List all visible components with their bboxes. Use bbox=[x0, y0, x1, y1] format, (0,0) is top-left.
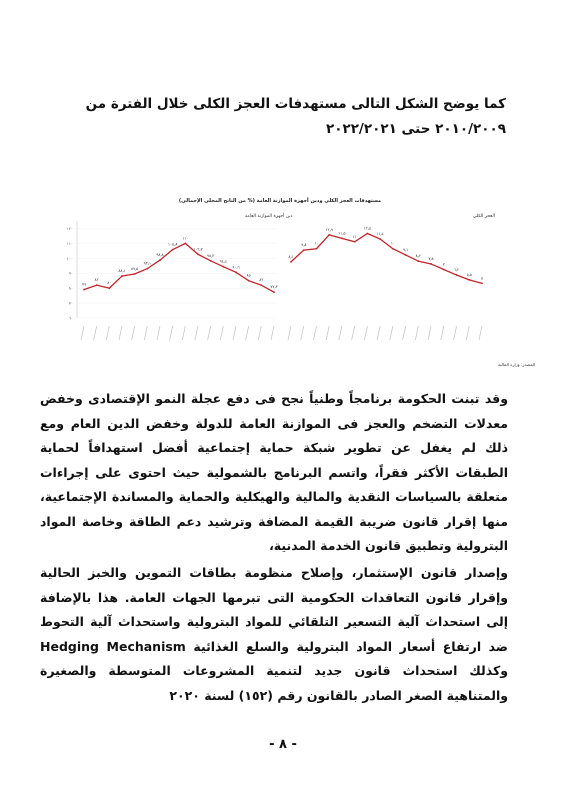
data-label: ٨٨٫١ bbox=[118, 268, 126, 274]
data-point bbox=[328, 234, 330, 236]
x-tick-mark bbox=[428, 326, 431, 340]
data-point bbox=[367, 233, 369, 235]
right-panel-title: العجز الكلي bbox=[473, 214, 495, 219]
x-tick-mark bbox=[288, 326, 291, 340]
data-label: ١٢٫٩ bbox=[325, 226, 333, 232]
y-tick-label: ٩٠ bbox=[68, 270, 73, 276]
x-tick-mark bbox=[157, 326, 160, 340]
data-point bbox=[316, 248, 318, 250]
series-line bbox=[81, 243, 274, 292]
x-tick-mark bbox=[182, 326, 185, 340]
y-tick-label: ٧٠ bbox=[68, 300, 73, 306]
section-heading: كما يوضح الشكل التالى مستهدفات العجز الكلى خلال الفترة من ٢٠١٠/٢٠٠٩ حتى ٢٠٢٢/٢٠٢١ bbox=[85, 96, 506, 137]
data-point bbox=[303, 249, 305, 251]
x-tick-mark bbox=[364, 326, 367, 340]
data-label: ٩٠٫٦ bbox=[232, 264, 240, 270]
data-label: ٩٨٫٨ bbox=[156, 252, 164, 258]
data-label: ٨٢ bbox=[259, 277, 264, 283]
data-point bbox=[248, 280, 250, 282]
data-point bbox=[260, 284, 262, 286]
x-tick-mark bbox=[208, 326, 211, 340]
data-point bbox=[273, 291, 275, 293]
data-point bbox=[222, 266, 224, 268]
data-label: ٨٫٢ bbox=[415, 253, 421, 259]
chart-title: مستهدفات العجز الكلي ودين أجهزة الموازنة العامة (% من الناتج المحلي الإجمالي) bbox=[178, 198, 382, 204]
data-point bbox=[430, 263, 432, 265]
data-label: ٨٫١ bbox=[288, 253, 294, 259]
y-tick-label: ١١٠ bbox=[66, 240, 73, 246]
paragraph-2 bbox=[40, 561, 508, 708]
data-label: ٥ bbox=[480, 275, 484, 281]
x-tick-mark bbox=[313, 326, 316, 340]
data-point bbox=[159, 259, 161, 261]
x-tick-mark bbox=[339, 326, 342, 340]
y-tick-label: ١٠٠ bbox=[66, 255, 73, 261]
chart-svg bbox=[60, 183, 536, 373]
data-point bbox=[468, 279, 470, 281]
x-tick-mark bbox=[119, 326, 122, 340]
y-tick-label: ١٢٠ bbox=[66, 225, 73, 231]
x-tick-mark bbox=[81, 326, 84, 340]
x-tick-mark bbox=[415, 326, 418, 340]
data-label: ١٠ bbox=[390, 240, 395, 246]
data-point bbox=[197, 253, 199, 255]
paragraph-2-part-b: وكذلك استحداث قانون جديد لتنمية المشروعات المتوسطة والصغيرة والمتناهية الصغر الصادر بالقانون رقم (١٥٢) لسنة ٢٠٢٠ bbox=[40, 663, 508, 703]
x-tick-mark bbox=[403, 326, 406, 340]
data-label: ١٠ bbox=[314, 240, 319, 246]
x-tick-mark bbox=[466, 326, 469, 340]
data-point bbox=[481, 282, 483, 284]
data-label: ٧٫٨ bbox=[428, 255, 434, 261]
data-label: ٨٥ bbox=[246, 272, 251, 278]
chart-figure bbox=[60, 183, 536, 373]
x-tick-mark bbox=[441, 326, 444, 340]
paragraph-1: وقد تبنت الحكومة برنامجاً وطنياً نجح فى دفع عجلة النمو الإقتصادى وخفض معدلات التضخم والعجز فى الموازنة العامة للدولة وخفض الدين العام ومع ذلك لم يغفل عن تطوير شبكة حماية إجتماعية أفضل استهدافاً لحماية الطبقات الأكثر فقراً، واتسم البرنامج بالشمولية حيث احتوى على إجراءات متعلقة بالسياسات النقدية والمالية والهيكلية والحماية والمساندة الإجتماعية، منها إقرار قانون ضريبة القيمة المضافة وترشيد دعم الطاقة وخاصة المواد البترولية وتطبيق قانون الخدمة المدنية، bbox=[40, 391, 508, 553]
data-label: ١٠٥٫٨ bbox=[167, 241, 178, 247]
data-label: ٥٫٥ bbox=[466, 271, 472, 277]
data-point bbox=[354, 241, 356, 243]
chart-source: المصدر: وزارة المالية bbox=[498, 362, 536, 367]
data-point bbox=[341, 237, 343, 239]
data-point bbox=[108, 287, 110, 289]
data-point bbox=[456, 274, 458, 276]
data-label: ١١٫٤ bbox=[376, 231, 384, 237]
data-point bbox=[96, 284, 98, 286]
y-tick-label: ٦٠ bbox=[68, 315, 73, 321]
y-tick-label: ٨٠ bbox=[68, 285, 73, 291]
x-tick-mark bbox=[301, 326, 304, 340]
x-tick-mark bbox=[326, 326, 329, 340]
data-point bbox=[83, 289, 85, 291]
data-label: ١١ bbox=[352, 233, 357, 239]
x-tick-mark bbox=[454, 326, 457, 340]
data-point bbox=[134, 273, 136, 275]
page-number: - ٨ - bbox=[269, 737, 297, 752]
data-label: ٧٩ bbox=[81, 281, 87, 287]
data-point bbox=[235, 271, 237, 273]
data-point bbox=[379, 238, 381, 240]
x-tick-mark bbox=[144, 326, 147, 340]
data-point bbox=[290, 261, 292, 263]
x-tick-mark bbox=[170, 326, 173, 340]
data-label: ٩٤٫٤ bbox=[219, 258, 228, 264]
data-label: ٨٩٫٥ bbox=[130, 265, 139, 271]
x-tick-mark bbox=[195, 326, 198, 340]
data-label: ٩٨٫٣ bbox=[206, 252, 215, 258]
data-label: ٨٠ bbox=[107, 280, 112, 286]
data-label: ٨٢ bbox=[94, 277, 99, 283]
data-point bbox=[210, 260, 212, 262]
data-point bbox=[443, 269, 445, 271]
left-panel-title: دين أجهزة الموازنة العامة bbox=[245, 214, 293, 219]
data-point bbox=[172, 249, 174, 251]
x-tick-mark bbox=[352, 326, 355, 340]
data-label: ٦٫٢ bbox=[453, 267, 460, 273]
data-label: ١١٫٥ bbox=[338, 230, 346, 236]
x-tick-mark bbox=[246, 326, 249, 340]
x-tick-mark bbox=[390, 326, 393, 340]
paragraph-2-part-a: وإصدار قانون الإستثمار، وإصلاح منظومة بطاقات التموين والخبز الحالية وإقرار قانون التعاقدات الحكومية التى تبرمها الجهات العامة. هذا بالإضافة إلى استحداث آلية التسعير التلقائي للمواد البترولية واستحداث آلية التحوط ضد ارتفاع أسعار المواد البترولية والسلع الغذائية bbox=[40, 565, 508, 654]
data-point bbox=[405, 254, 407, 256]
hedging-term: Hedging Mechanism bbox=[40, 638, 186, 654]
data-label: ٧ bbox=[442, 261, 445, 267]
data-point bbox=[121, 275, 123, 277]
data-point bbox=[184, 242, 186, 244]
data-point bbox=[417, 260, 419, 262]
x-tick-mark bbox=[271, 326, 274, 340]
data-label: ١٠٢٫٧ bbox=[193, 246, 203, 252]
data-label: ١١٠ bbox=[182, 235, 189, 241]
x-tick-mark bbox=[132, 326, 135, 340]
data-label: ٩٫٨ bbox=[301, 242, 307, 248]
x-tick-mark bbox=[94, 326, 97, 340]
data-label: ٧٧٫٣ bbox=[270, 284, 278, 290]
x-tick-mark bbox=[258, 326, 261, 340]
x-tick-mark bbox=[233, 326, 236, 340]
x-tick-mark bbox=[106, 326, 109, 340]
data-label: ٩٣٫١ bbox=[143, 260, 152, 266]
series-line bbox=[291, 233, 482, 283]
x-tick-mark bbox=[220, 326, 223, 340]
data-point bbox=[392, 248, 394, 250]
data-point bbox=[146, 268, 148, 270]
x-tick-mark bbox=[479, 326, 482, 340]
data-label: ١٢٫٥ bbox=[363, 225, 372, 231]
data-label: ٩٫١ bbox=[402, 246, 409, 252]
x-tick-mark bbox=[377, 326, 380, 340]
